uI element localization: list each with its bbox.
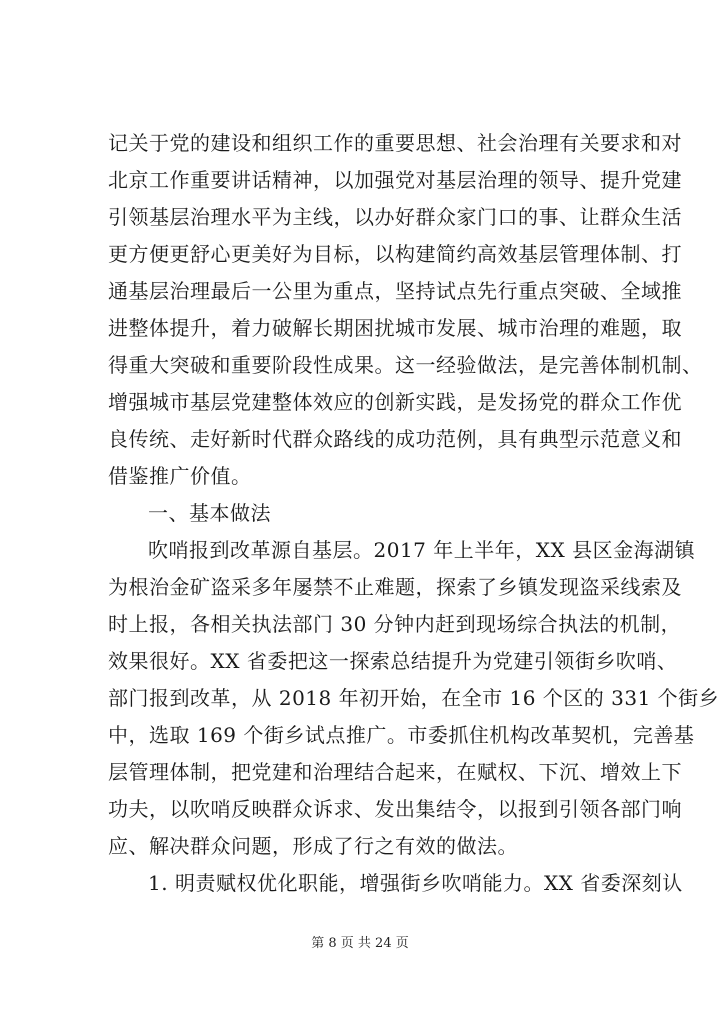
body-text — [108, 125, 720, 902]
text-line: 良传统、走好新时代群众路线的成功范例，具有典型示范意义和 — [108, 427, 682, 451]
section-heading: 一、基本做法 — [148, 501, 271, 525]
text-line: 得重大突破和重要阶段性成果。这一经验做法，是完善体制机制、 — [108, 353, 703, 377]
text-line: 层管理体制，把党建和治理结合起来，在赋权、下沉、增效上下 — [108, 760, 682, 784]
subsection-heading: 1. 明责赋权优化职能，增强街乡吹哨能力。XX 省委深刻认 — [148, 871, 683, 895]
text-line: 功夫，以吹哨反映群众诉求、发出集结令，以报到引领各部门响 — [108, 797, 682, 821]
text-line: 中，选取 169 个街乡试点推广。市委抓住机构改革契机，完善基 — [108, 723, 695, 747]
page-number-footer: 第 8 页 共 24 页 — [311, 936, 409, 951]
text-line: 更方便更舒心更美好为目标，以构建简约高效基层管理体制、打 — [108, 242, 682, 266]
text-line: 引领基层治理水平为主线，以办好群众家门口的事、让群众生活 — [108, 205, 682, 229]
text-line: 应、解决群众问题，形成了行之有效的做法。 — [108, 834, 518, 858]
text-line: 部门报到改革，从 2018 年初开始，在全市 16 个区的 331 个街乡 — [108, 686, 720, 710]
text-line: 北京工作重要讲话精神，以加强党对基层治理的领导、提升党建 — [108, 168, 682, 192]
text-line: 通基层治理最后一公里为重点，坚持试点先行重点突破、全域推 — [108, 279, 682, 303]
text-line: 吹哨报到改革源自基层。2017 年上半年，XX 县区金海湖镇 — [148, 538, 696, 562]
text-line: 为根治金矿盗采多年屡禁不止难题，探索了乡镇发现盗采线索及 — [108, 575, 682, 599]
text-line: 进整体提升，着力破解长期困扰城市发展、城市治理的难题，取 — [108, 316, 682, 340]
text-line: 记关于党的建设和组织工作的重要思想、社会治理有关要求和对 — [108, 131, 682, 155]
text-line: 增强城市基层党建整体效应的创新实践，是发扬党的群众工作优 — [108, 390, 682, 414]
text-line: 借鉴推广价值。 — [108, 464, 252, 488]
text-line: 效果很好。XX 省委把这一探索总结提升为党建引领街乡吹哨、 — [108, 649, 678, 673]
text-line: 时上报，各相关执法部门 30 分钟内赶到现场综合执法的机制， — [108, 612, 682, 636]
